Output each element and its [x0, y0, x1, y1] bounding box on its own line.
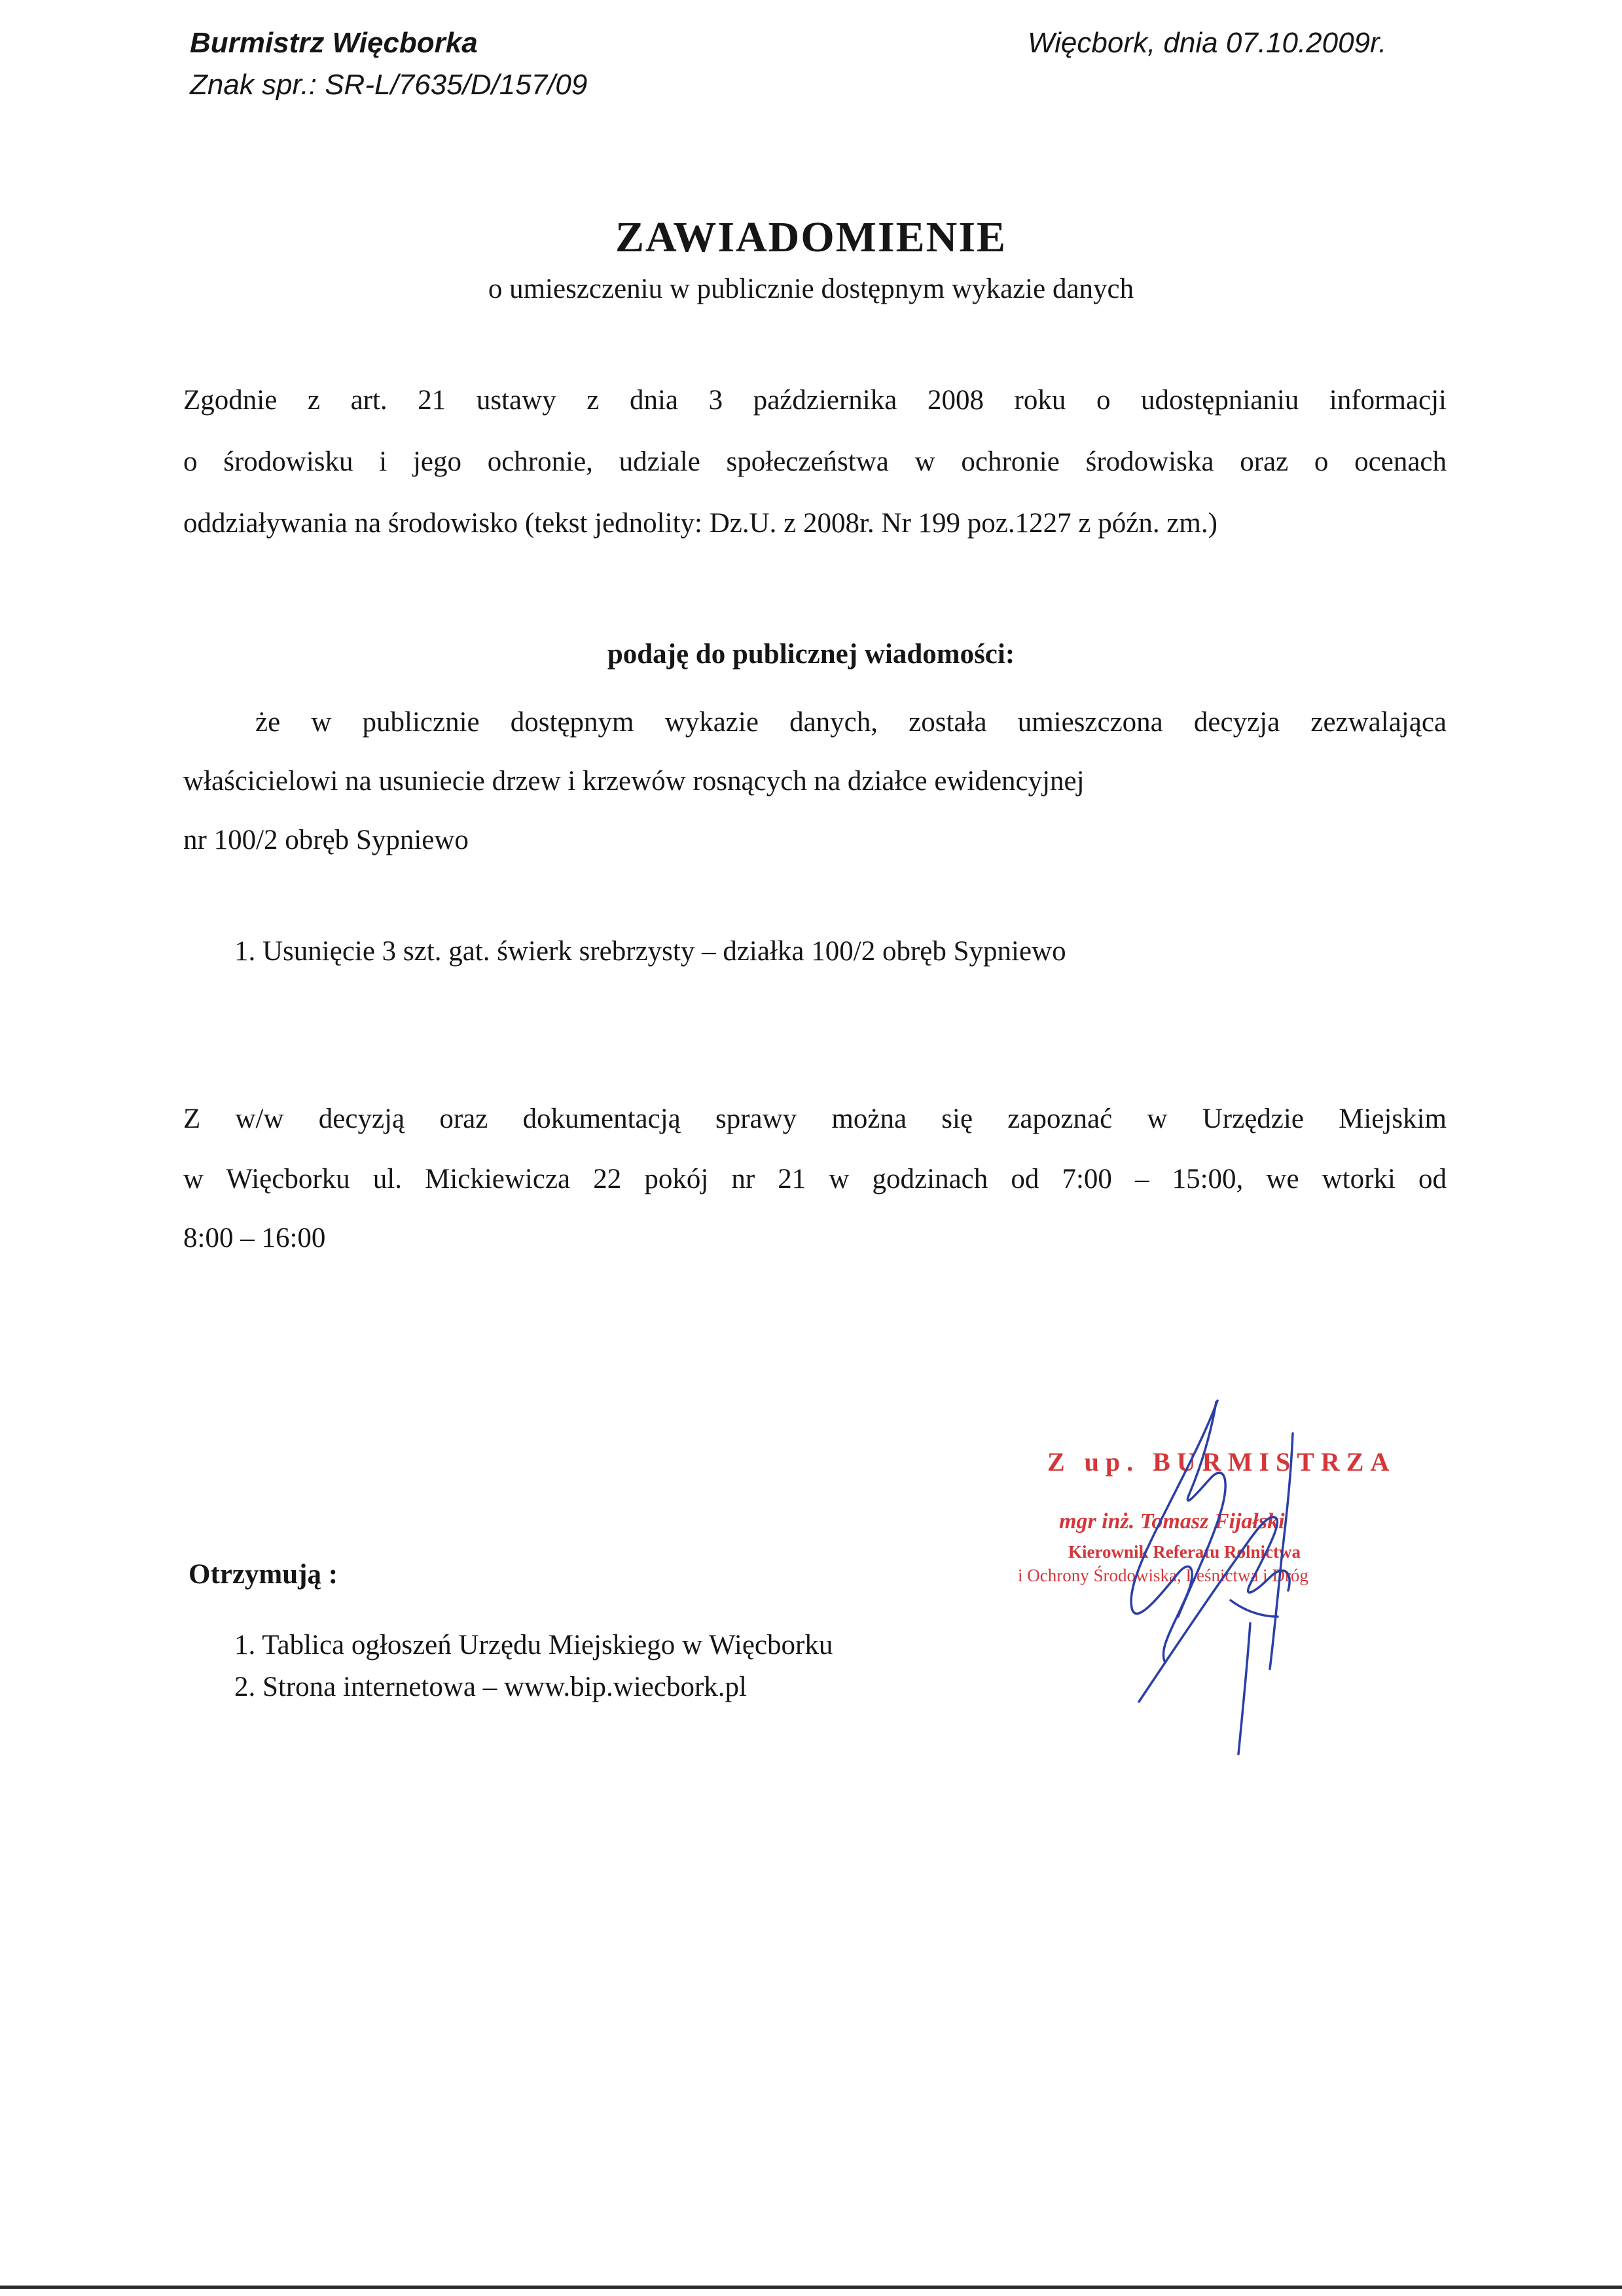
- decision-line: że w publicznie dostępnym wykazie danych, została umieszczona decyzja zezwalająca: [255, 707, 1447, 738]
- decision-line: właścicielowi na usuniecie drzew i krzewów rosnących na działce ewidencyjnej: [183, 766, 1085, 797]
- stamp-line: Z up. BURMISTRZA: [1047, 1447, 1396, 1477]
- recipient-item: 1. Tablica ogłoszeń Urzędu Miejskiego w Więcborku: [234, 1630, 833, 1660]
- scan-edge-rule: [0, 2286, 1622, 2289]
- stamp-line: i Ochrony Środowiska, Leśnictwa i Dróg: [1018, 1566, 1308, 1585]
- case-reference: Znak spr.: SR-L/7635/D/157/09: [190, 69, 588, 101]
- intro-line: Zgodnie z art. 21 ustawy z dnia 3 października 2008 roku o udostępnianiu informacji: [183, 385, 1447, 416]
- decision-line: nr 100/2 obręb Sypniewo: [183, 825, 469, 855]
- info-line: Z w/w decyzją oraz dokumentacją sprawy można się zapoznać w Urzędzie Miejskim: [183, 1103, 1447, 1134]
- info-line: w Więcborku ul. Mickiewicza 22 pokój nr 21 w godzinach od 7:00 – 15:00, we wtorki od: [183, 1164, 1447, 1194]
- intro-line: oddziaływania na środowisko (tekst jednolity: Dz.U. z 2008r. Nr 199 poz.1227 z późn. zm.): [183, 508, 1217, 539]
- recipients-heading: Otrzymują :: [189, 1559, 338, 1590]
- info-line: 8:00 – 16:00: [183, 1223, 326, 1253]
- announcement-heading: podaję do publicznej wiadomości:: [607, 639, 1015, 670]
- stamp-line: Kierownik Referatu Rolnictwa: [1068, 1542, 1301, 1562]
- handwritten-signature: [1034, 1388, 1427, 1780]
- sender-heading: Burmistrz Więcborka: [190, 27, 478, 59]
- intro-line: o środowisku i jego ochronie, udziale społeczeństwa w ochronie środowiska oraz o ocenach: [183, 446, 1447, 477]
- decision-item: 1. Usunięcie 3 szt. gat. świerk srebrzysty – działka 100/2 obręb Sypniewo: [234, 936, 1066, 967]
- stamp-line: mgr inż. Tomasz Fijałski: [1059, 1509, 1285, 1534]
- recipient-item: 2. Strona internetowa – www.bip.wiecbork.pl: [234, 1672, 747, 1702]
- document-subtitle: o umieszczeniu w publicznie dostępnym wykazie danych: [488, 274, 1134, 304]
- document-title: ZAWIADOMIENIE: [615, 213, 1007, 261]
- place-date: Więcbork, dnia 07.10.2009r.: [1028, 27, 1387, 59]
